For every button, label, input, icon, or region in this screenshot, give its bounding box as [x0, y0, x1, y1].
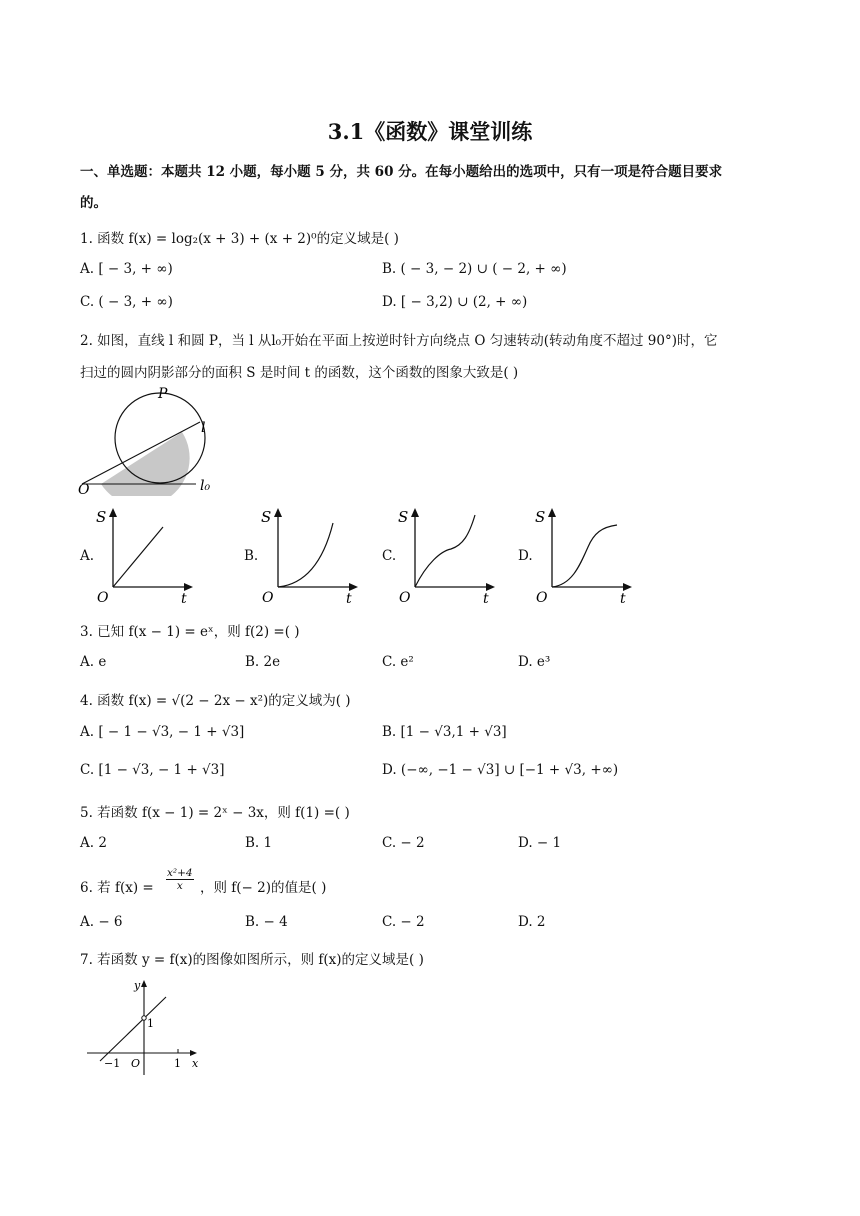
q5-option-d: D. − 1 [518, 835, 562, 851]
section-header-line1: 一、单选题：本题共 12 小题，每小题 5 分，共 60 分。在每小题给出的选项中，只有一项是符合题目要求 [80, 164, 723, 180]
q1-option-d: D. [ − 3,2) ∪ (2, + ∞) [382, 294, 528, 310]
q2-option-c-graph [395, 505, 505, 605]
q3-stem: 3. 已知 f(x − 1) = eˣ，则 f(2) =( ) [80, 624, 300, 640]
svg-text:t: t [181, 591, 187, 605]
svg-text:O: O [262, 590, 274, 605]
q5-option-c: C. − 2 [382, 835, 425, 851]
q1-stem: 1. 函数 f(x) = log₂(x + 3) + (x + 2)⁰的定义域是( ) [80, 231, 399, 247]
q3-option-b: B. 2e [245, 654, 281, 670]
svg-text:−1: −1 [104, 1057, 121, 1070]
q3-option-d: D. e³ [518, 654, 551, 670]
q4-option-c: C. [1 − √3, − 1 + √3] [80, 762, 225, 778]
q2-label-l: l [201, 420, 206, 436]
q2-label-l0: l₀ [200, 478, 211, 494]
q2-a-curve [113, 527, 163, 587]
svg-text:S: S [261, 508, 272, 526]
q6-option-b: B. − 4 [245, 914, 288, 930]
q2-d-curve [552, 525, 617, 587]
q2-label-p: P [158, 386, 168, 402]
q5-option-a: A. 2 [80, 835, 107, 851]
q6-fraction-numerator: x²+4 [167, 867, 193, 879]
svg-text:t: t [620, 591, 626, 605]
svg-text:O: O [131, 1057, 141, 1070]
q2-stem-line1: 2. 如图，直线 l 和圆 P，当 l 从l₀开始在平面上按逆时针方向绕点 O 匀速转动(转动角度不超过 90°)时，它 [80, 333, 718, 349]
q7-stem: 7. 若函数 y = f(x)的图像如图所示，则 f(x)的定义域是( ) [80, 952, 424, 968]
q3-option-c: C. e² [382, 654, 414, 670]
q3-option-a: A. e [80, 654, 107, 670]
page-title: 3.1《函数》课堂训练 [327, 119, 533, 144]
q4-stem: 4. 函数 f(x) = √(2 − 2x − x²)的定义域为( ) [80, 693, 351, 709]
q2-option-b-label: B. [244, 548, 259, 564]
svg-text:x: x [192, 1057, 199, 1070]
q2-shaded-region [101, 432, 190, 496]
q2-c-curve [415, 515, 475, 587]
svg-text:1: 1 [147, 1017, 154, 1030]
svg-text:S: S [535, 508, 546, 526]
q1-option-a: A. [ − 3, + ∞) [80, 261, 173, 277]
q4-option-a: A. [ − 1 − √3, − 1 + √3] [80, 724, 245, 740]
q6-stem-pre: 6. 若 f(x) = [80, 880, 154, 896]
q6-fraction [166, 867, 194, 892]
svg-text:t: t [346, 591, 352, 605]
q2-option-c-label: C. [382, 548, 397, 564]
q2-circle-figure [70, 386, 230, 496]
q2-option-d-graph [532, 505, 642, 605]
q1-option-c: C. ( − 3, + ∞) [80, 294, 173, 310]
svg-text:y: y [134, 979, 141, 992]
q5-option-b: B. 1 [245, 835, 273, 851]
q6-stem-post: ，则 f(− 2)的值是( ) [200, 880, 327, 896]
svg-text:S: S [96, 508, 107, 526]
q4-option-b: B. [1 − √3,1 + √3] [382, 724, 507, 740]
q1-option-b: B. ( − 3, − 2) ∪ ( − 2, + ∞) [382, 261, 567, 277]
q6-option-d: D. 2 [518, 914, 546, 930]
svg-text:O: O [399, 590, 411, 605]
q2-label-o: O [78, 482, 90, 496]
q7-graph [82, 975, 212, 1080]
q5-stem: 5. 若函数 f(x − 1) = 2ˣ − 3x，则 f(1) =( ) [80, 805, 350, 821]
q2-option-a-label: A. [80, 548, 95, 564]
q4-option-d: D. (−∞, −1 − √3] ∪ [−1 + √3, +∞) [382, 762, 619, 778]
q7-open-dot [142, 1016, 146, 1020]
svg-text:O: O [97, 590, 109, 605]
q6-option-a: A. − 6 [80, 914, 123, 930]
q6-fraction-denominator: x [176, 880, 183, 892]
q7-function-line [100, 997, 166, 1061]
svg-text:t: t [483, 591, 489, 605]
q2-stem-line2: 扫过的圆内阴影部分的面积 S 是时间 t 的函数，这个函数的图象大致是( ) [80, 365, 519, 381]
q6-option-c: C. − 2 [382, 914, 425, 930]
q2-option-b-graph [258, 505, 368, 605]
q2-option-a-graph [93, 505, 203, 605]
svg-text:O: O [536, 590, 548, 605]
q2-option-d-label: D. [518, 548, 533, 564]
q2-b-curve [278, 523, 333, 587]
svg-text:S: S [398, 508, 409, 526]
svg-text:1: 1 [174, 1057, 181, 1070]
section-header-line2: 的。 [80, 195, 107, 211]
